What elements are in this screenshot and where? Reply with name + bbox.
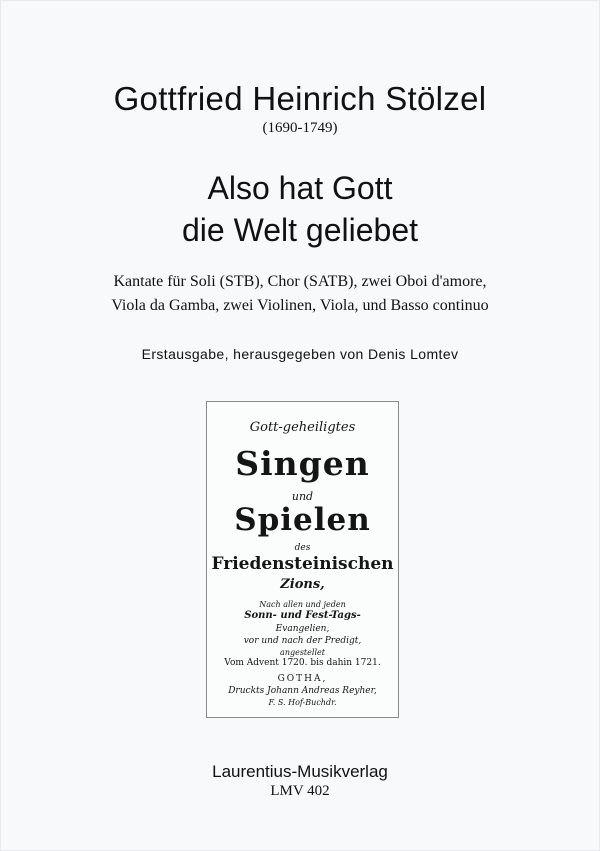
facsimile-line: Nach allen und jeden — [259, 600, 346, 609]
facsimile-line: Sonn- und Fest-Tags- — [244, 610, 361, 621]
catalog-number: LMV 402 — [270, 783, 330, 799]
facsimile-line: Friedensteinischen — [211, 554, 394, 574]
facsimile-line: angestellet — [280, 648, 325, 657]
facsimile-line: Druckts Johann Andreas Reyher, — [228, 686, 377, 696]
facsimile-line: vor und nach der Predigt, — [243, 636, 362, 646]
scoring-line-1: Kantate für Soli (STB), Chor (SATB), zwei Oboi d'amore, — [113, 273, 487, 290]
facsimile-line: Singen — [235, 444, 370, 483]
publisher-name: Laurentius-Musikverlag — [212, 762, 388, 781]
facsimile-line: Vom Advent 1720. bis dahin 1721. — [224, 658, 381, 668]
composer-dates: (1690-1749) — [262, 120, 338, 136]
facsimile-line: und — [291, 490, 314, 503]
facsimile-line: F. S. Hof-Buchdr. — [268, 698, 337, 707]
work-title-line-2: die Welt geliebet — [182, 212, 418, 248]
facsimile-line: Gott-geheiligtes — [249, 420, 356, 435]
composer-name: Gottfried Heinrich Stölzel — [113, 80, 487, 117]
facsimile-line: Zions, — [280, 577, 325, 592]
facsimile-line: Spielen — [234, 502, 371, 538]
scoring-line-2: Viola da Gamba, zwei Violinen, Viola, und Basso continuo — [111, 297, 489, 314]
edition-credit: Erstausgabe, herausgegeben von Denis Lomtev — [141, 346, 459, 362]
work-title-line-1: Also hat Gott — [207, 170, 393, 206]
facsimile-line: des — [294, 543, 311, 553]
facsimile-line: Evangelien, — [275, 624, 330, 634]
historical-title-page-facsimile — [206, 401, 399, 718]
facsimile-line: GOTHA, — [277, 674, 328, 684]
